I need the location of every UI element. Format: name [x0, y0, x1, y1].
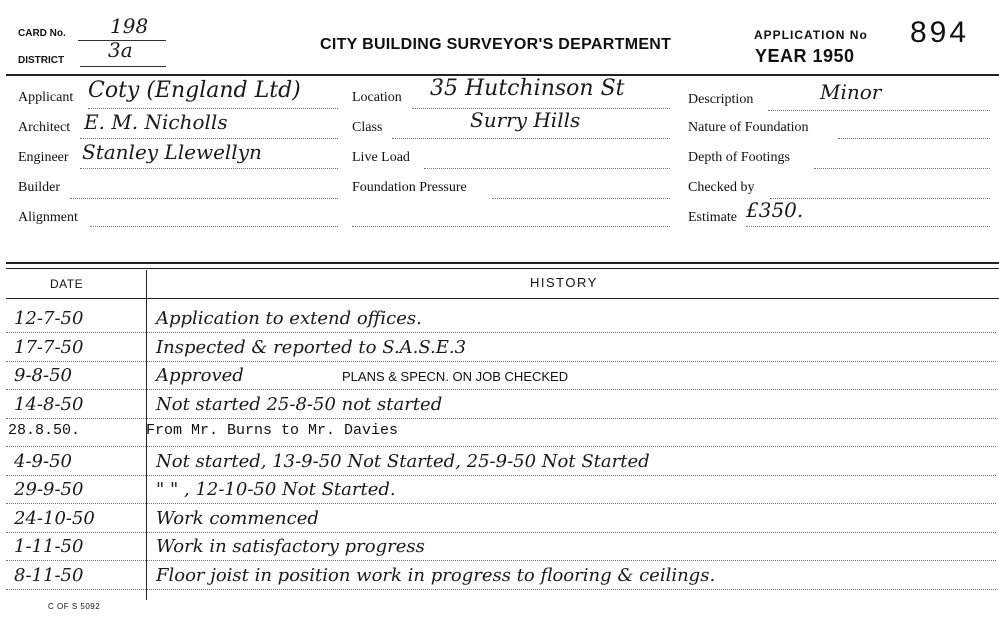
applicant-value: Coty (England Ltd) [88, 78, 301, 103]
history-date: 28.8.50. [8, 422, 81, 439]
history-entry: Application to extend offices. [156, 308, 422, 329]
history-entry: From Mr. Burns to Mr. Davies [146, 422, 399, 439]
class-value: Surry Hills [470, 108, 581, 132]
header-rule [6, 298, 999, 299]
history-row-rule [6, 475, 996, 476]
location-value: 35 Hutchinson St [430, 76, 625, 101]
history-row-rule [6, 418, 996, 419]
history-date: 29-9-50 [14, 479, 84, 500]
section-rule-top [6, 262, 999, 264]
history-row-rule [6, 532, 996, 533]
year-label: YEAR 1950 [755, 46, 855, 66]
engineer-label: Engineer [18, 150, 69, 165]
description-value: Minor [820, 80, 882, 104]
history-entry: Inspected & reported to S.A.S.E.3 [156, 336, 467, 358]
district-value: 3a [108, 38, 133, 62]
class-label: Class [352, 120, 383, 135]
section-rule-second [6, 268, 999, 269]
history-date: 8-11-50 [14, 564, 84, 586]
history-entry: Work commenced [156, 507, 319, 529]
history-row-rule [6, 332, 996, 333]
history-date: 14-8-50 [14, 393, 84, 415]
district-label: DISTRICT [18, 55, 65, 66]
engineer-value: Stanley Llewellyn [82, 140, 262, 164]
date-column-header: DATE [50, 277, 84, 291]
application-no-label: APPLICATION No [754, 28, 868, 42]
history-printed-stamp: PLANS & SPECN. ON JOB CHECKED [342, 369, 569, 384]
history-entry: Not started, 13-9-50 Not Started, 25-9-50 Not Started [156, 450, 650, 472]
history-entry: Not started 25-8-50 not started [156, 393, 443, 415]
depth-of-footings-label: Depth of Footings [688, 150, 790, 165]
builder-label: Builder [18, 180, 60, 195]
live-load-label: Live Load [352, 150, 410, 165]
architect-value: E. M. Nicholls [84, 110, 228, 134]
history-date: 9-8-50 [14, 365, 72, 386]
foundation-pressure-label: Foundation Pressure [352, 180, 467, 195]
checked-by-label: Checked by [688, 180, 755, 195]
alignment-label: Alignment [18, 210, 78, 225]
history-row-rule [6, 503, 996, 504]
history-entry: Work in satisfactory progress [156, 536, 425, 557]
history-date: 17-7-50 [14, 336, 84, 358]
history-date: 4-9-50 [14, 450, 72, 472]
description-label: Description [688, 92, 754, 107]
history-row-rule [6, 446, 996, 447]
form-code: C OF S 5092 [48, 602, 101, 611]
card-no-label: CARD No. [18, 28, 66, 39]
history-row-rule [6, 389, 996, 390]
applicant-label: Applicant [18, 90, 74, 105]
card-no-value: 198 [110, 14, 149, 38]
estimate-label: Estimate [688, 210, 737, 225]
history-row-rule [6, 589, 996, 590]
history-row-rule [6, 560, 996, 561]
history-date: 24-10-50 [14, 507, 95, 529]
application-no-value: 894 [910, 16, 970, 49]
nature-of-foundation-label: Nature of Foundation [688, 120, 809, 135]
history-entry: Approved [156, 365, 244, 386]
estimate-value: £350. [746, 198, 804, 222]
history-date: 1-11-50 [14, 536, 84, 557]
architect-label: Architect [18, 120, 71, 135]
history-row-rule [6, 361, 996, 362]
location-label: Location [352, 90, 402, 105]
department-title: CITY BUILDING SURVEYOR'S DEPARTMENT [320, 36, 672, 53]
history-column-header: HISTORY [530, 275, 598, 290]
history-entry: " " , 12-10-50 Not Started. [156, 479, 396, 500]
history-entry: Floor joist in position work in progress to flooring & ceilings. [156, 564, 716, 586]
history-date: 12-7-50 [14, 308, 84, 329]
